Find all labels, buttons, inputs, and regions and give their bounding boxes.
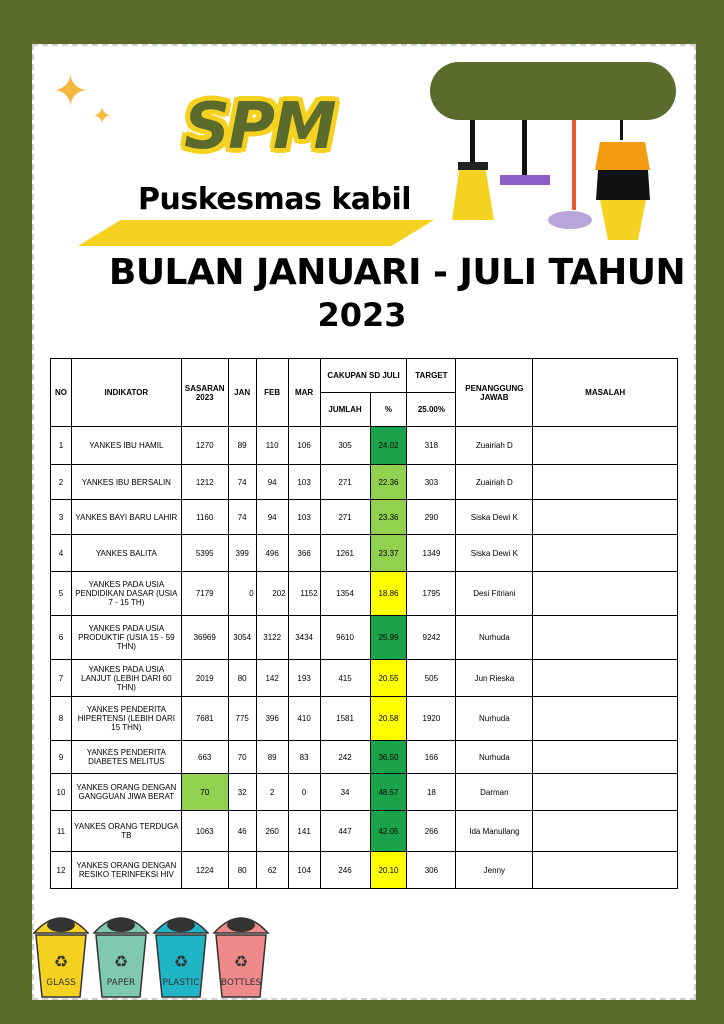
recycle-bin-bottles bbox=[214, 918, 268, 997]
table-cell-indikator: YANKES ORANG DENGAN RESIKO TERINFEKSI HIV bbox=[71, 852, 181, 889]
table-cell-feb: 110 bbox=[256, 427, 288, 465]
table-cell-jumlah: 1261 bbox=[320, 535, 370, 572]
decorative-pill bbox=[430, 62, 676, 120]
table-cell-penanggung-jawab: Zuairiah D bbox=[456, 465, 533, 500]
table-cell-target: 18 bbox=[407, 774, 456, 811]
table-cell-feb: 3122 bbox=[256, 616, 288, 660]
table-row bbox=[51, 572, 678, 616]
table-cell-masalah bbox=[533, 572, 678, 616]
recycle-icon: ♻ bbox=[173, 954, 189, 971]
recycle-bin-label: PLASTIC bbox=[162, 978, 200, 988]
recycle-icon: ♻ bbox=[53, 954, 69, 971]
table-cell-persen: 23.36 bbox=[370, 500, 407, 535]
header-jan: JAN bbox=[228, 359, 256, 427]
table-cell-persen: 18.86 bbox=[370, 572, 407, 616]
table-cell-feb: 94 bbox=[256, 500, 288, 535]
table-row bbox=[51, 465, 678, 500]
table-cell-jumlah: 447 bbox=[320, 811, 370, 852]
table-cell-indikator: YANKES IBU HAMIL bbox=[71, 427, 181, 465]
header-cakupan: CAKUPAN SD JULI bbox=[320, 359, 407, 393]
table-cell-mar: 103 bbox=[288, 465, 320, 500]
table-cell-persen: 24.02 bbox=[370, 427, 407, 465]
table-row bbox=[51, 697, 678, 741]
recycle-bin-glass bbox=[34, 918, 88, 997]
table-cell-jan: 3054 bbox=[228, 616, 256, 660]
table-cell-persen: 42.05 bbox=[370, 811, 407, 852]
recycle-bin-label: BOTTLES bbox=[220, 978, 262, 988]
table-cell-jan: 74 bbox=[228, 465, 256, 500]
table-cell-masalah bbox=[533, 852, 678, 889]
table-cell-sasaran: 36969 bbox=[181, 616, 228, 660]
table-cell-feb: 396 bbox=[256, 697, 288, 741]
table-cell-jumlah: 34 bbox=[320, 774, 370, 811]
table-cell-feb: 496 bbox=[256, 535, 288, 572]
table-cell-masalah bbox=[533, 660, 678, 697]
table-cell-jan: 89 bbox=[228, 427, 256, 465]
table-cell-mar: 0 bbox=[288, 774, 320, 811]
table-cell-sasaran: 1160 bbox=[181, 500, 228, 535]
table-cell-target: 318 bbox=[407, 427, 456, 465]
table-cell-no: 3 bbox=[51, 500, 72, 535]
header-indikator: INDIKATOR bbox=[71, 359, 181, 427]
recycle-bin-label: PAPER bbox=[106, 978, 136, 988]
table-cell-sasaran: 70 bbox=[181, 774, 228, 811]
recycle-bin-paper bbox=[94, 918, 148, 997]
subtitle: Puskesmas kabil bbox=[138, 182, 412, 217]
table-cell-penanggung-jawab: Jenny bbox=[456, 852, 533, 889]
table-cell-jumlah: 415 bbox=[320, 660, 370, 697]
table-cell-sasaran: 663 bbox=[181, 741, 228, 774]
table-cell-jan: 70 bbox=[228, 741, 256, 774]
spm-logo: SPM bbox=[184, 90, 335, 164]
recycle-bins-illustration bbox=[30, 905, 280, 1005]
table-cell-jan: 32 bbox=[228, 774, 256, 811]
table-cell-jan: 46 bbox=[228, 811, 256, 852]
table-cell-target: 303 bbox=[407, 465, 456, 500]
table-cell-target: 9242 bbox=[407, 616, 456, 660]
table-cell-feb: 89 bbox=[256, 741, 288, 774]
recycle-icon: ♻ bbox=[113, 954, 129, 971]
table-cell-target: 290 bbox=[407, 500, 456, 535]
table-cell-mar: 193 bbox=[288, 660, 320, 697]
table-cell-mar: 3434 bbox=[288, 616, 320, 660]
table-cell-jan: 775 bbox=[228, 697, 256, 741]
table-cell-indikator: YANKES PADA USIA PRODUKTIF (USIA 15 - 59 THN) bbox=[71, 616, 181, 660]
table-cell-penanggung-jawab: Ida Manullang bbox=[456, 811, 533, 852]
table-cell-sasaran: 1270 bbox=[181, 427, 228, 465]
recycle-bin-plastic bbox=[154, 918, 208, 997]
recycle-icon: ♻ bbox=[233, 954, 249, 971]
table-cell-feb: 94 bbox=[256, 465, 288, 500]
header-masalah: MASALAH bbox=[533, 359, 678, 427]
table-cell-persen: 20.55 bbox=[370, 660, 407, 697]
table-cell-jumlah: 9610 bbox=[320, 616, 370, 660]
table-cell-persen: 23.37 bbox=[370, 535, 407, 572]
table-cell-mar: 1152 bbox=[288, 572, 320, 616]
table-cell-target: 505 bbox=[407, 660, 456, 697]
table-cell-jumlah: 246 bbox=[320, 852, 370, 889]
table-cell-jan: 0 bbox=[228, 572, 256, 616]
table-cell-jan: 74 bbox=[228, 500, 256, 535]
table-cell-jumlah: 271 bbox=[320, 500, 370, 535]
table-cell-mar: 83 bbox=[288, 741, 320, 774]
table-row bbox=[51, 741, 678, 774]
table-row bbox=[51, 616, 678, 660]
table-cell-mar: 410 bbox=[288, 697, 320, 741]
table-cell-feb: 142 bbox=[256, 660, 288, 697]
table-cell-masalah bbox=[533, 741, 678, 774]
table-row bbox=[51, 852, 678, 889]
table-cell-sasaran: 2019 bbox=[181, 660, 228, 697]
table-cell-penanggung-jawab: Desi Fitriani bbox=[456, 572, 533, 616]
table-cell-penanggung-jawab: Nurhuda bbox=[456, 616, 533, 660]
table-row bbox=[51, 774, 678, 811]
header-penanggung-jawab: PENANGGUNG JAWAB bbox=[456, 359, 533, 427]
table-cell-target: 1920 bbox=[407, 697, 456, 741]
table-cell-masalah bbox=[533, 697, 678, 741]
table-cell-penanggung-jawab: Jun Rieska bbox=[456, 660, 533, 697]
header-no: NO bbox=[51, 359, 72, 427]
table-cell-masalah bbox=[533, 500, 678, 535]
table-row bbox=[51, 811, 678, 852]
table-cell-no: 8 bbox=[51, 697, 72, 741]
table-cell-target: 1795 bbox=[407, 572, 456, 616]
table-cell-mar: 106 bbox=[288, 427, 320, 465]
table-cell-no: 1 bbox=[51, 427, 72, 465]
table-cell-no: 7 bbox=[51, 660, 72, 697]
table-cell-jumlah: 242 bbox=[320, 741, 370, 774]
table-cell-penanggung-jawab: Nurhuda bbox=[456, 741, 533, 774]
header-persen: % bbox=[370, 393, 407, 427]
table-cell-jumlah: 305 bbox=[320, 427, 370, 465]
table-cell-sasaran: 7179 bbox=[181, 572, 228, 616]
table-cell-feb: 62 bbox=[256, 852, 288, 889]
table-cell-mar: 104 bbox=[288, 852, 320, 889]
table-cell-indikator: YANKES PADA USIA LANJUT (LEBIH DARI 60 THN) bbox=[71, 660, 181, 697]
table-cell-indikator: YANKES BAYI BARU LAHIR bbox=[71, 500, 181, 535]
table-cell-indikator: YANKES ORANG DENGAN GANGGUAN JIWA BERAT bbox=[71, 774, 181, 811]
table-cell-feb: 2 bbox=[256, 774, 288, 811]
table-cell-persen: 36.50 bbox=[370, 741, 407, 774]
table-cell-persen: 22.36 bbox=[370, 465, 407, 500]
table-cell-no: 6 bbox=[51, 616, 72, 660]
header-mar: MAR bbox=[288, 359, 320, 427]
report-period-heading: BULAN JANUARI - JULI TAHUN bbox=[108, 252, 686, 293]
table-cell-jan: 80 bbox=[228, 660, 256, 697]
table-cell-target: 266 bbox=[407, 811, 456, 852]
table-cell-masalah bbox=[533, 427, 678, 465]
table-cell-persen: 48.57 bbox=[370, 774, 407, 811]
table-cell-penanggung-jawab: Darman bbox=[456, 774, 533, 811]
table-cell-persen: 20.58 bbox=[370, 697, 407, 741]
table-cell-masalah bbox=[533, 465, 678, 500]
table-cell-no: 9 bbox=[51, 741, 72, 774]
table-cell-no: 2 bbox=[51, 465, 72, 500]
table-cell-penanggung-jawab: Nurhuda bbox=[456, 697, 533, 741]
table-cell-target: 166 bbox=[407, 741, 456, 774]
header-target-value: 25.00% bbox=[407, 393, 456, 427]
table-cell-penanggung-jawab: Siska Dewi K bbox=[456, 500, 533, 535]
table-cell-no: 11 bbox=[51, 811, 72, 852]
cleaning-tools-icon bbox=[450, 120, 670, 260]
table-cell-sasaran: 1212 bbox=[181, 465, 228, 500]
table-cell-persen: 25.99 bbox=[370, 616, 407, 660]
table-cell-no: 4 bbox=[51, 535, 72, 572]
sparkle-small-icon: ✦ bbox=[92, 102, 113, 130]
table-cell-mar: 141 bbox=[288, 811, 320, 852]
table-row bbox=[51, 660, 678, 697]
table-cell-jumlah: 1354 bbox=[320, 572, 370, 616]
subtitle-highlight-bar bbox=[78, 220, 434, 246]
table-cell-masalah bbox=[533, 774, 678, 811]
table-cell-indikator: YANKES PENDERITA HIPERTENSI (LEBIH DARI 15 THN) bbox=[71, 697, 181, 741]
table-cell-no: 12 bbox=[51, 852, 72, 889]
recycle-bin-label: GLASS bbox=[46, 978, 76, 988]
table-cell-penanggung-jawab: Zuairiah D bbox=[456, 427, 533, 465]
spm-data-table bbox=[50, 358, 678, 889]
table-cell-sasaran: 1063 bbox=[181, 811, 228, 852]
table-cell-feb: 202 bbox=[256, 572, 288, 616]
report-year-heading: 2023 bbox=[317, 296, 407, 334]
table-cell-masalah bbox=[533, 616, 678, 660]
table-cell-jan: 80 bbox=[228, 852, 256, 889]
table-cell-masalah bbox=[533, 811, 678, 852]
header-target: TARGET bbox=[407, 359, 456, 393]
table-cell-jan: 399 bbox=[228, 535, 256, 572]
table-cell-no: 5 bbox=[51, 572, 72, 616]
table-cell-target: 306 bbox=[407, 852, 456, 889]
table-cell-feb: 260 bbox=[256, 811, 288, 852]
table-cell-indikator: YANKES ORANG TERDUGA TB bbox=[71, 811, 181, 852]
table-cell-persen: 20.10 bbox=[370, 852, 407, 889]
table-cell-indikator: YANKES PENDERITA DIABETES MELITUS bbox=[71, 741, 181, 774]
table-cell-mar: 103 bbox=[288, 500, 320, 535]
table-cell-indikator: YANKES IBU BERSALIN bbox=[71, 465, 181, 500]
table-row bbox=[51, 500, 678, 535]
header-sasaran: SASARAN 2023 bbox=[181, 359, 228, 427]
sparkle-large-icon: ✦ bbox=[52, 66, 89, 117]
table-cell-jumlah: 1581 bbox=[320, 697, 370, 741]
header-feb: FEB bbox=[256, 359, 288, 427]
table-row bbox=[51, 535, 678, 572]
table-cell-mar: 366 bbox=[288, 535, 320, 572]
table-cell-no: 10 bbox=[51, 774, 72, 811]
table-cell-sasaran: 1224 bbox=[181, 852, 228, 889]
table-cell-sasaran: 5395 bbox=[181, 535, 228, 572]
table-cell-jumlah: 271 bbox=[320, 465, 370, 500]
table-cell-target: 1349 bbox=[407, 535, 456, 572]
table-cell-indikator: YANKES BALITA bbox=[71, 535, 181, 572]
table-cell-masalah bbox=[533, 535, 678, 572]
table-row bbox=[51, 427, 678, 465]
table-cell-sasaran: 7681 bbox=[181, 697, 228, 741]
table-cell-penanggung-jawab: Siska Dewi K bbox=[456, 535, 533, 572]
table-cell-indikator: YANKES PADA USIA PENDIDIKAN DASAR (USIA 7 - 15 TH) bbox=[71, 572, 181, 616]
header-jumlah: JUMLAH bbox=[320, 393, 370, 427]
